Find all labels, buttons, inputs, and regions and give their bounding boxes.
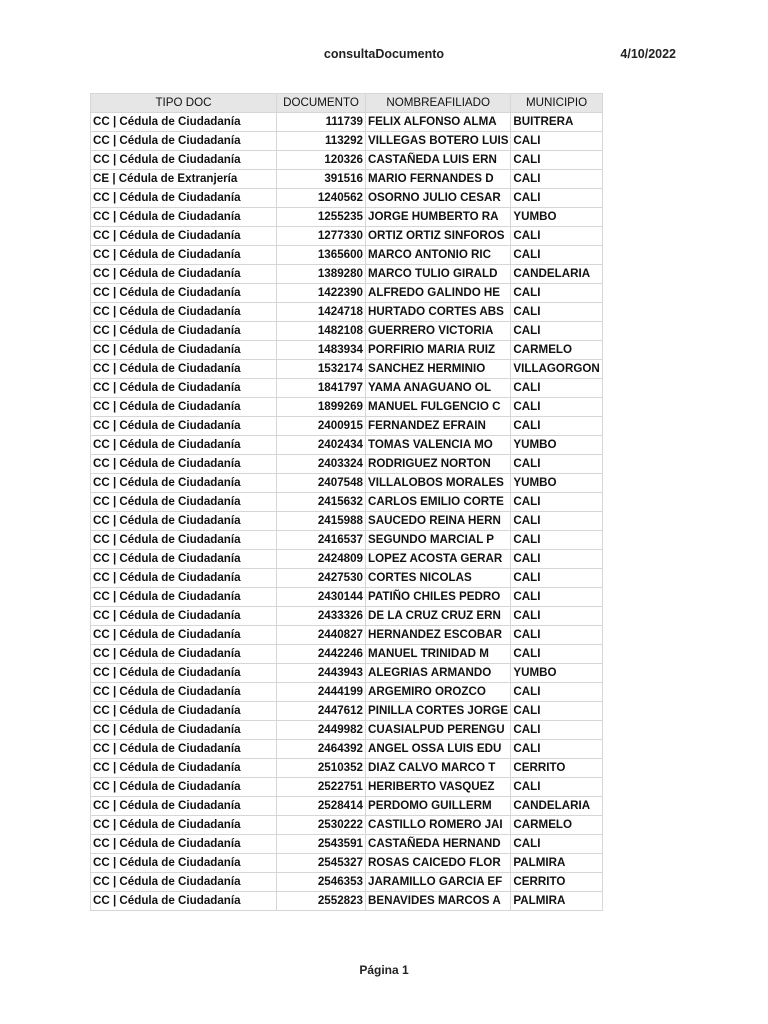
- tipo-doc-cell: CC | Cédula de Ciudadanía: [91, 493, 277, 512]
- nombreafiliado-cell: JORGE HUMBERTO RA: [366, 208, 511, 227]
- nombreafiliado-cell: ANGEL OSSA LUIS EDU: [366, 740, 511, 759]
- nombreafiliado-cell: CASTAÑEDA HERNAND: [366, 835, 511, 854]
- tipo-doc-cell: CC | Cédula de Ciudadanía: [91, 531, 277, 550]
- table-row: [91, 284, 603, 303]
- nombreafiliado-cell: CASTAÑEDA LUIS ERN: [366, 151, 511, 170]
- tipo-doc-cell: CC | Cédula de Ciudadanía: [91, 227, 277, 246]
- table-row: [91, 550, 603, 569]
- nombreafiliado-cell: DE LA CRUZ CRUZ ERN: [366, 607, 511, 626]
- table-row: [91, 474, 603, 493]
- nombreafiliado-cell: OSORNO JULIO CESAR: [366, 189, 511, 208]
- nombreafiliado-cell: GUERRERO VICTORIA: [366, 322, 511, 341]
- municipio-cell: CALI: [511, 455, 602, 474]
- documento-cell: 2447612: [277, 702, 366, 721]
- table-row: [91, 683, 603, 702]
- table-row: [91, 531, 603, 550]
- documento-cell: 1277330: [277, 227, 366, 246]
- documento-cell: 2530222: [277, 816, 366, 835]
- documento-cell: 1483934: [277, 341, 366, 360]
- municipio-cell: PALMIRA: [511, 892, 602, 911]
- documento-cell: 1422390: [277, 284, 366, 303]
- tipo-doc-cell: CC | Cédula de Ciudadanía: [91, 322, 277, 341]
- municipio-cell: CALI: [511, 493, 602, 512]
- tipo-doc-cell: CC | Cédula de Ciudadanía: [91, 778, 277, 797]
- documento-cell: 2440827: [277, 626, 366, 645]
- table-row: [91, 626, 603, 645]
- documento-cell: 1841797: [277, 379, 366, 398]
- documento-cell: 2552823: [277, 892, 366, 911]
- table-row: [91, 379, 603, 398]
- table-row: [91, 455, 603, 474]
- municipio-cell: CANDELARIA: [511, 797, 602, 816]
- municipio-cell: CALI: [511, 683, 602, 702]
- tipo-doc-cell: CE | Cédula de Extranjería: [91, 170, 277, 189]
- document-table: [90, 93, 603, 911]
- table-row: [91, 569, 603, 588]
- tipo-doc-cell: CC | Cédula de Ciudadanía: [91, 645, 277, 664]
- tipo-doc-cell: CC | Cédula de Ciudadanía: [91, 588, 277, 607]
- documento-cell: 391516: [277, 170, 366, 189]
- nombreafiliado-cell: PINILLA CORTES JORGE: [366, 702, 511, 721]
- municipio-cell: BUITRERA: [511, 113, 602, 132]
- tipo-doc-cell: CC | Cédula de Ciudadanía: [91, 512, 277, 531]
- documento-cell: 2402434: [277, 436, 366, 455]
- nombreafiliado-cell: MANUEL TRINIDAD M: [366, 645, 511, 664]
- municipio-cell: CERRITO: [511, 873, 602, 892]
- documento-cell: 2510352: [277, 759, 366, 778]
- municipio-cell: CALI: [511, 189, 602, 208]
- documento-cell: 1365600: [277, 246, 366, 265]
- table-row: [91, 417, 603, 436]
- tipo-doc-cell: CC | Cédula de Ciudadanía: [91, 797, 277, 816]
- tipo-doc-cell: CC | Cédula de Ciudadanía: [91, 436, 277, 455]
- nombreafiliado-cell: YAMA ANAGUANO OL: [366, 379, 511, 398]
- documento-cell: 1240562: [277, 189, 366, 208]
- documento-cell: 1482108: [277, 322, 366, 341]
- tipo-doc-cell: CC | Cédula de Ciudadanía: [91, 474, 277, 493]
- tipo-doc-cell: CC | Cédula de Ciudadanía: [91, 246, 277, 265]
- municipio-cell: CALI: [511, 569, 602, 588]
- column-header-tipo-doc: TIPO DOC: [91, 94, 277, 113]
- documento-cell: 2403324: [277, 455, 366, 474]
- table-row: [91, 265, 603, 284]
- documento-cell: 2407548: [277, 474, 366, 493]
- municipio-cell: CALI: [511, 132, 602, 151]
- municipio-cell: CALI: [511, 835, 602, 854]
- documento-cell: 2400915: [277, 417, 366, 436]
- tipo-doc-cell: CC | Cédula de Ciudadanía: [91, 189, 277, 208]
- nombreafiliado-cell: PORFIRIO MARIA RUIZ: [366, 341, 511, 360]
- table-row: [91, 816, 603, 835]
- table-row: [91, 360, 603, 379]
- tipo-doc-cell: CC | Cédula de Ciudadanía: [91, 550, 277, 569]
- documento-cell: 2449982: [277, 721, 366, 740]
- documento-cell: 2415632: [277, 493, 366, 512]
- nombreafiliado-cell: VILLEGAS BOTERO LUIS: [366, 132, 511, 151]
- documento-cell: 2522751: [277, 778, 366, 797]
- documento-cell: 2546353: [277, 873, 366, 892]
- table-row: [91, 778, 603, 797]
- nombreafiliado-cell: FELIX ALFONSO ALMA: [366, 113, 511, 132]
- page-title: consultaDocumento: [323, 47, 445, 61]
- municipio-cell: CARMELO: [511, 341, 602, 360]
- nombreafiliado-cell: CARLOS EMILIO CORTE: [366, 493, 511, 512]
- page-number: Página 1: [359, 963, 409, 977]
- tipo-doc-cell: CC | Cédula de Ciudadanía: [91, 702, 277, 721]
- nombreafiliado-cell: HURTADO CORTES ABS: [366, 303, 511, 322]
- table-row: [91, 702, 603, 721]
- documento-cell: 1424718: [277, 303, 366, 322]
- municipio-cell: YUMBO: [511, 474, 602, 493]
- nombreafiliado-cell: MANUEL FULGENCIO C: [366, 398, 511, 417]
- nombreafiliado-cell: FERNANDEZ EFRAIN: [366, 417, 511, 436]
- table-row: [91, 189, 603, 208]
- nombreafiliado-cell: ROSAS CAICEDO FLOR: [366, 854, 511, 873]
- municipio-cell: CALI: [511, 151, 602, 170]
- municipio-cell: CALI: [511, 721, 602, 740]
- tipo-doc-cell: CC | Cédula de Ciudadanía: [91, 626, 277, 645]
- documento-cell: 2427530: [277, 569, 366, 588]
- table-row: [91, 170, 603, 189]
- municipio-cell: CALI: [511, 227, 602, 246]
- table-row: [91, 892, 603, 911]
- table-row: [91, 151, 603, 170]
- nombreafiliado-cell: MARCO TULIO GIRALD: [366, 265, 511, 284]
- nombreafiliado-cell: CUASIALPUD PERENGU: [366, 721, 511, 740]
- documento-cell: 1255235: [277, 208, 366, 227]
- municipio-cell: CARMELO: [511, 816, 602, 835]
- municipio-cell: CERRITO: [511, 759, 602, 778]
- municipio-cell: CALI: [511, 626, 602, 645]
- municipio-cell: CALI: [511, 702, 602, 721]
- column-header-municipio: MUNICIPIO: [511, 94, 602, 113]
- documento-cell: 2416537: [277, 531, 366, 550]
- tipo-doc-cell: CC | Cédula de Ciudadanía: [91, 873, 277, 892]
- tipo-doc-cell: CC | Cédula de Ciudadanía: [91, 113, 277, 132]
- table-row: [91, 721, 603, 740]
- municipio-cell: CALI: [511, 550, 602, 569]
- municipio-cell: CALI: [511, 284, 602, 303]
- table-row: [91, 246, 603, 265]
- documento-cell: 2433326: [277, 607, 366, 626]
- nombreafiliado-cell: ALEGRIAS ARMANDO: [366, 664, 511, 683]
- report-date: 4/10/2022: [620, 47, 676, 61]
- tipo-doc-cell: CC | Cédula de Ciudadanía: [91, 303, 277, 322]
- municipio-cell: CANDELARIA: [511, 265, 602, 284]
- nombreafiliado-cell: ARGEMIRO OROZCO: [366, 683, 511, 702]
- nombreafiliado-cell: ORTIZ ORTIZ SINFOROS: [366, 227, 511, 246]
- table-row: [91, 607, 603, 626]
- municipio-cell: YUMBO: [511, 208, 602, 227]
- tipo-doc-cell: CC | Cédula de Ciudadanía: [91, 569, 277, 588]
- documento-cell: 2430144: [277, 588, 366, 607]
- table-row: [91, 303, 603, 322]
- nombreafiliado-cell: SEGUNDO MARCIAL P: [366, 531, 511, 550]
- nombreafiliado-cell: JARAMILLO GARCIA EF: [366, 873, 511, 892]
- municipio-cell: CALI: [511, 607, 602, 626]
- documento-cell: 1899269: [277, 398, 366, 417]
- table-row: [91, 835, 603, 854]
- tipo-doc-cell: CC | Cédula de Ciudadanía: [91, 759, 277, 778]
- documento-cell: 2528414: [277, 797, 366, 816]
- documento-cell: 2443943: [277, 664, 366, 683]
- municipio-cell: CALI: [511, 531, 602, 550]
- municipio-cell: CALI: [511, 322, 602, 341]
- tipo-doc-cell: CC | Cédula de Ciudadanía: [91, 664, 277, 683]
- tipo-doc-cell: CC | Cédula de Ciudadanía: [91, 398, 277, 417]
- tipo-doc-cell: CC | Cédula de Ciudadanía: [91, 360, 277, 379]
- nombreafiliado-cell: SAUCEDO REINA HERN: [366, 512, 511, 531]
- tipo-doc-cell: CC | Cédula de Ciudadanía: [91, 816, 277, 835]
- municipio-cell: PALMIRA: [511, 854, 602, 873]
- table-row: [91, 854, 603, 873]
- nombreafiliado-cell: PATIÑO CHILES PEDRO: [366, 588, 511, 607]
- nombreafiliado-cell: ALFREDO GALINDO HE: [366, 284, 511, 303]
- municipio-cell: CALI: [511, 740, 602, 759]
- tipo-doc-cell: CC | Cédula de Ciudadanía: [91, 607, 277, 626]
- tipo-doc-cell: CC | Cédula de Ciudadanía: [91, 265, 277, 284]
- municipio-cell: YUMBO: [511, 436, 602, 455]
- documento-cell: 2444199: [277, 683, 366, 702]
- table-row: [91, 740, 603, 759]
- documento-cell: 120326: [277, 151, 366, 170]
- tipo-doc-cell: CC | Cédula de Ciudadanía: [91, 341, 277, 360]
- table-row: [91, 341, 603, 360]
- nombreafiliado-cell: CORTES NICOLAS: [366, 569, 511, 588]
- municipio-cell: CALI: [511, 303, 602, 322]
- tipo-doc-cell: CC | Cédula de Ciudadanía: [91, 892, 277, 911]
- nombreafiliado-cell: SANCHEZ HERMINIO: [366, 360, 511, 379]
- table-row: [91, 398, 603, 417]
- table-row: [91, 113, 603, 132]
- municipio-cell: CALI: [511, 398, 602, 417]
- municipio-cell: CALI: [511, 588, 602, 607]
- municipio-cell: YUMBO: [511, 664, 602, 683]
- municipio-cell: CALI: [511, 645, 602, 664]
- table-row: [91, 227, 603, 246]
- nombreafiliado-cell: BENAVIDES MARCOS A: [366, 892, 511, 911]
- column-header-documento: DOCUMENTO: [277, 94, 366, 113]
- table-row: [91, 759, 603, 778]
- tipo-doc-cell: CC | Cédula de Ciudadanía: [91, 132, 277, 151]
- table-row: [91, 493, 603, 512]
- documento-cell: 2545327: [277, 854, 366, 873]
- table-body: [91, 113, 603, 911]
- nombreafiliado-cell: RODRIGUEZ NORTON: [366, 455, 511, 474]
- municipio-cell: CALI: [511, 379, 602, 398]
- tipo-doc-cell: CC | Cédula de Ciudadanía: [91, 854, 277, 873]
- tipo-doc-cell: CC | Cédula de Ciudadanía: [91, 284, 277, 303]
- table-row: [91, 512, 603, 531]
- documento-cell: 2543591: [277, 835, 366, 854]
- documento-cell: 113292: [277, 132, 366, 151]
- municipio-cell: CALI: [511, 170, 602, 189]
- tipo-doc-cell: CC | Cédula de Ciudadanía: [91, 208, 277, 227]
- nombreafiliado-cell: HERNANDEZ ESCOBAR: [366, 626, 511, 645]
- tipo-doc-cell: CC | Cédula de Ciudadanía: [91, 417, 277, 436]
- municipio-cell: CALI: [511, 417, 602, 436]
- tipo-doc-cell: CC | Cédula de Ciudadanía: [91, 683, 277, 702]
- table-row: [91, 208, 603, 227]
- tipo-doc-cell: CC | Cédula de Ciudadanía: [91, 379, 277, 398]
- tipo-doc-cell: CC | Cédula de Ciudadanía: [91, 835, 277, 854]
- column-header-nombreafiliado: NOMBREAFILIADO: [366, 94, 511, 113]
- nombreafiliado-cell: TOMAS VALENCIA MO: [366, 436, 511, 455]
- nombreafiliado-cell: LOPEZ ACOSTA GERAR: [366, 550, 511, 569]
- nombreafiliado-cell: VILLALOBOS MORALES: [366, 474, 511, 493]
- municipio-cell: CALI: [511, 778, 602, 797]
- documento-cell: 111739: [277, 113, 366, 132]
- nombreafiliado-cell: MARCO ANTONIO RIC: [366, 246, 511, 265]
- table-row: [91, 132, 603, 151]
- tipo-doc-cell: CC | Cédula de Ciudadanía: [91, 151, 277, 170]
- nombreafiliado-cell: CASTILLO ROMERO JAI: [366, 816, 511, 835]
- nombreafiliado-cell: HERIBERTO VASQUEZ: [366, 778, 511, 797]
- table-row: [91, 797, 603, 816]
- municipio-cell: CALI: [511, 246, 602, 265]
- documento-cell: 2415988: [277, 512, 366, 531]
- table-row: [91, 436, 603, 455]
- nombreafiliado-cell: PERDOMO GUILLERM: [366, 797, 511, 816]
- tipo-doc-cell: CC | Cédula de Ciudadanía: [91, 740, 277, 759]
- nombreafiliado-cell: MARIO FERNANDES D: [366, 170, 511, 189]
- tipo-doc-cell: CC | Cédula de Ciudadanía: [91, 721, 277, 740]
- table-row: [91, 322, 603, 341]
- table-row: [91, 588, 603, 607]
- tipo-doc-cell: CC | Cédula de Ciudadanía: [91, 455, 277, 474]
- documento-cell: 2424809: [277, 550, 366, 569]
- table-header-row: [91, 94, 603, 113]
- table-row: [91, 664, 603, 683]
- municipio-cell: CALI: [511, 512, 602, 531]
- table-row: [91, 873, 603, 892]
- documento-cell: 2442246: [277, 645, 366, 664]
- table-row: [91, 645, 603, 664]
- documento-cell: 2464392: [277, 740, 366, 759]
- municipio-cell: VILLAGORGON: [511, 360, 602, 379]
- nombreafiliado-cell: DIAZ CALVO MARCO T: [366, 759, 511, 778]
- documento-cell: 1532174: [277, 360, 366, 379]
- documento-cell: 1389280: [277, 265, 366, 284]
